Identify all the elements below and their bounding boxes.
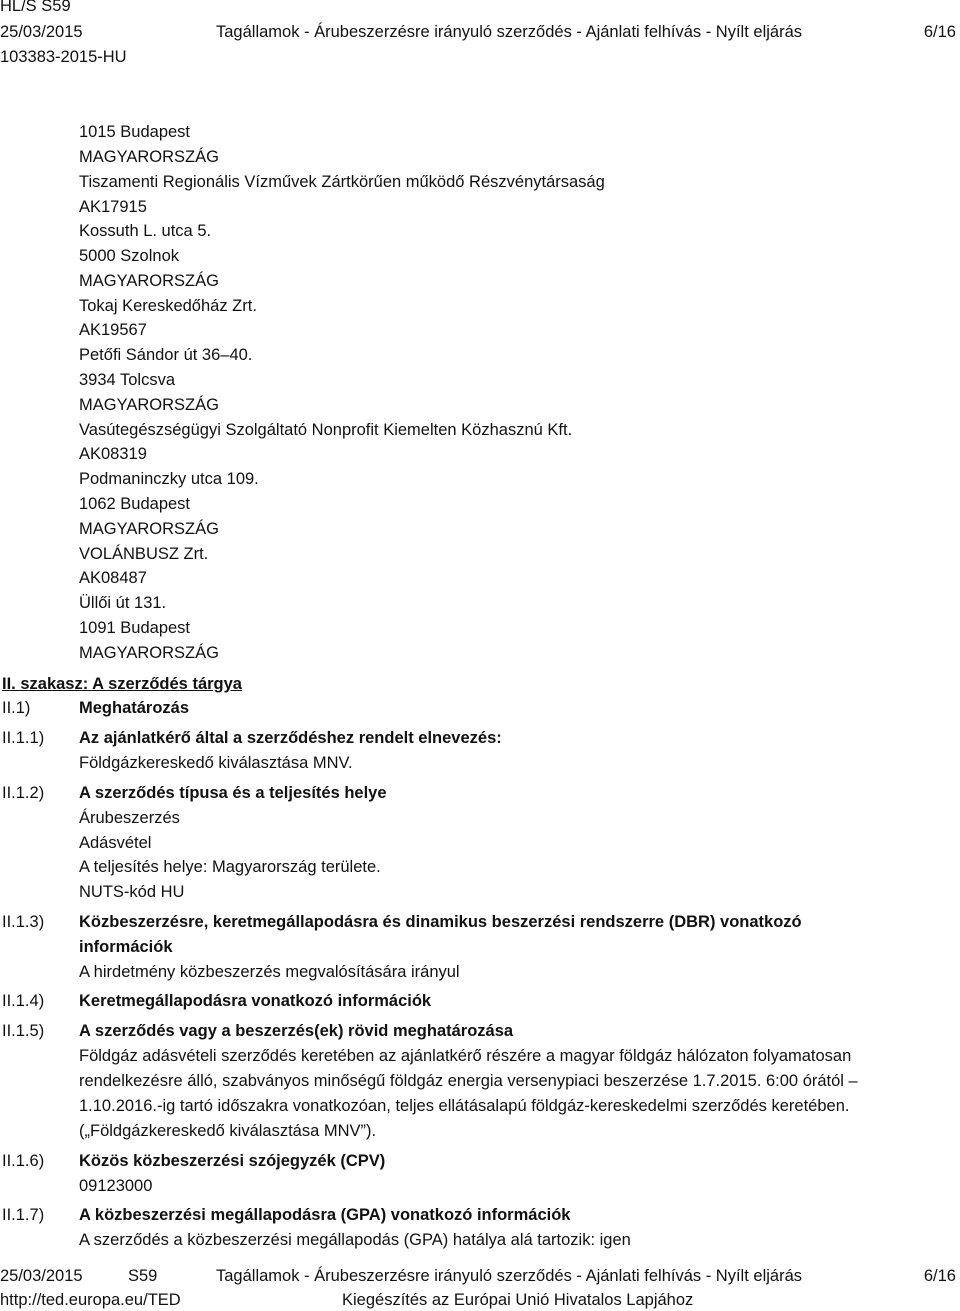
performance-place: A teljesítés helye: Magyarország területe.	[79, 858, 381, 876]
address-line: AK08487	[79, 569, 147, 587]
address-line: Podmaninczky utca 109.	[79, 470, 259, 488]
section-code: II.1)	[2, 699, 31, 717]
description-line: 1.10.2016.-ig tartó időszakra vonatkozóan, teljes ellátásalapú földgáz-kereskedelmi szerződés keretében.	[79, 1097, 850, 1115]
address-line: AK19567	[79, 321, 147, 339]
section-code: II.1.5)	[2, 1022, 45, 1040]
description-line: Földgáz adásvételi szerződés keretében az ajánlatkérő részére a magyar földgáz hálózaton folyamatosan	[79, 1047, 852, 1065]
section-code: II.1.7)	[2, 1206, 45, 1224]
notice-purpose: A hirdetmény közbeszerzés megvalósítására irányul	[79, 963, 460, 981]
address-line: 1091 Budapest	[79, 619, 191, 637]
address-line: Tokaj Kereskedőház Zrt.	[79, 297, 257, 315]
address-line: AK17915	[79, 198, 147, 216]
section-code: II.1.2)	[2, 784, 45, 802]
address-line: MAGYARORSZÁG	[79, 644, 219, 662]
header-date: 25/03/2015	[0, 23, 83, 41]
contract-name: Földgázkereskedő kiválasztása MNV.	[79, 754, 353, 772]
gpa-value: A szerződés a közbeszerzési megállapodás (GPA) hatálya alá tartozik: igen	[79, 1231, 631, 1249]
header-page: 6/16	[923, 23, 956, 41]
section-heading: Az ajánlatkérő által a szerződéshez rendelt elnevezés:	[79, 729, 502, 747]
header-title: Tagállamok - Árubeszerzésre irányuló szerződés - Ajánlati felhívás - Nyílt eljárás	[216, 23, 802, 41]
section-heading: Közös közbeszerzési szójegyzék (CPV)	[79, 1152, 386, 1170]
cpv-code: 09123000	[79, 1177, 153, 1195]
address-line: 5000 Szolnok	[79, 247, 179, 265]
address-line: Kossuth L. utca 5.	[79, 222, 212, 240]
footer-publisher: Kiegészítés az Európai Unió Hivatalos Lapjához	[342, 1291, 694, 1309]
header-ref: 103383-2015-HU	[0, 48, 127, 66]
address-line: 1015 Budapest	[79, 123, 191, 141]
address-line: MAGYARORSZÁG	[79, 148, 219, 166]
address-line: Üllői út 131.	[79, 594, 167, 612]
section-heading: Keretmegállapodásra vonatkozó információk	[79, 992, 432, 1010]
footer-page: 6/16	[923, 1267, 956, 1285]
footer-date: 25/03/2015	[0, 1267, 83, 1285]
section-code: II.1.1)	[2, 729, 45, 747]
address-line: MAGYARORSZÁG	[79, 396, 219, 414]
address-line: VOLÁNBUSZ Zrt.	[79, 545, 209, 563]
section-code: II.1.6)	[2, 1152, 45, 1170]
address-line: Petőfi Sándor út 36–40.	[79, 346, 253, 364]
section-heading: Közbeszerzésre, keretmegállapodásra és dinamikus beszerzési rendszerre (DBR) vonatkozó	[79, 913, 802, 931]
section-heading: A közbeszerzési megállapodásra (GPA) vonatkozó információk	[79, 1206, 571, 1224]
address-line: AK08319	[79, 445, 147, 463]
doc-code: HL/S S59	[0, 0, 71, 15]
address-line: MAGYARORSZÁG	[79, 272, 219, 290]
address-line: MAGYARORSZÁG	[79, 520, 219, 538]
section-heading-cont: információk	[79, 938, 173, 956]
section-heading: A szerződés vagy a beszerzés(ek) rövid meghatározása	[79, 1022, 514, 1040]
nuts-code: NUTS-kód HU	[79, 883, 185, 901]
address-line: Tiszamenti Regionális Vízművek Zártkörűen működő Részvénytársaság	[79, 173, 605, 191]
footer-code: S59	[128, 1267, 158, 1285]
description-line: („Földgázkereskedő kiválasztása MNV”).	[79, 1122, 377, 1140]
address-line: Vasútegészségügyi Szolgáltató Nonprofit Kiemelten Közhasznú Kft.	[79, 421, 573, 439]
footer-title: Tagállamok - Árubeszerzésre irányuló szerződés - Ajánlati felhívás - Nyílt eljárás	[216, 1267, 802, 1285]
address-line: 3934 Tolcsva	[79, 371, 176, 389]
section-code: II.1.4)	[2, 992, 45, 1010]
section-heading: A szerződés típusa és a teljesítés helye	[79, 784, 387, 802]
contract-subtype: Adásvétel	[79, 834, 152, 852]
description-line: rendelkezésre álló, szabványos minőségű földgáz energia versenypiaci beszerzése 1.7.2015. 6:00 órától –	[79, 1072, 858, 1090]
section-heading: Meghatározás	[79, 699, 190, 717]
section-title: II. szakasz: A szerződés tárgya	[2, 675, 242, 693]
footer-url[interactable]: http://ted.europa.eu/TED	[0, 1291, 181, 1309]
contract-type: Árubeszerzés	[79, 809, 180, 827]
address-line: 1062 Budapest	[79, 495, 191, 513]
section-code: II.1.3)	[2, 913, 45, 931]
